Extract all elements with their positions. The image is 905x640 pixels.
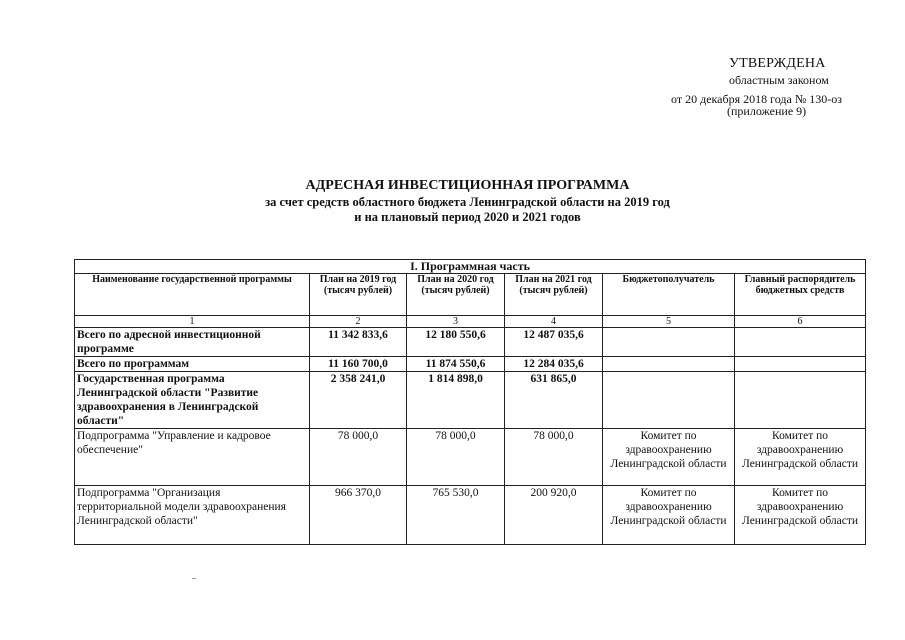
table-row <box>75 486 866 545</box>
row-plan-2020: 12 180 550,6 <box>407 328 505 357</box>
row-plan-2020: 1 814 898,0 <box>407 372 505 429</box>
row-plan-2019: 2 358 241,0 <box>310 372 407 429</box>
header-recipient: Бюджетополучатель <box>603 274 735 316</box>
title-line-2: за счет средств областного бюджета Ленинградской области на 2019 год <box>265 195 670 209</box>
approval-appendix: (приложение 9) <box>727 104 807 118</box>
section-title: I. Программная часть <box>75 260 866 274</box>
row-recipient <box>603 357 735 372</box>
row-name: Государственная программа Ленинградской области "Развитие здравоохранения в Ленинградской области" <box>75 372 310 429</box>
approval-law-label: областным законом <box>729 73 829 87</box>
row-name: Всего по программам <box>75 357 310 372</box>
row-plan-2021: 12 487 035,6 <box>505 328 603 357</box>
table-row <box>75 328 866 357</box>
row-plan-2021: 78 000,0 <box>505 429 603 486</box>
title-line-1: АДРЕСНАЯ ИНВЕСТИЦИОННАЯ ПРОГРАММА <box>305 178 630 193</box>
row-manager <box>735 328 866 357</box>
row-plan-2019: 11 342 833,6 <box>310 328 407 357</box>
row-plan-2021: 12 284 035,6 <box>505 357 603 372</box>
header-plan-2020: План на 2020 год (тысяч рублей) <box>407 274 505 316</box>
row-recipient: Комитет по здравоохранению Ленинградской области <box>603 429 735 486</box>
row-name: Всего по адресной инвестиционной программе <box>75 328 310 357</box>
row-recipient <box>603 372 735 429</box>
row-manager: Комитет по здравоохранению Ленинградской области <box>735 486 866 545</box>
row-manager <box>735 357 866 372</box>
approval-law-date: от 20 декабря 2018 года № 130-оз <box>671 92 843 106</box>
row-name: Подпрограмма "Организация территориальной модели здравоохранения Ленинградской области" <box>75 486 310 545</box>
row-manager <box>735 372 866 429</box>
col-num-5: 5 <box>603 316 735 328</box>
section-row <box>75 260 866 274</box>
row-plan-2021: 200 920,0 <box>505 486 603 545</box>
table-row <box>75 372 866 429</box>
row-plan-2020: 11 874 550,6 <box>407 357 505 372</box>
approval-block <box>0 0 905 120</box>
table-row <box>75 357 866 372</box>
row-name: Подпрограмма "Управление и кадровое обеспечение" <box>75 429 310 486</box>
col-num-6: 6 <box>735 316 866 328</box>
col-num-2: 2 <box>310 316 407 328</box>
row-plan-2019: 78 000,0 <box>310 429 407 486</box>
col-num-3: 3 <box>407 316 505 328</box>
row-plan-2021: 631 865,0 <box>505 372 603 429</box>
scan-artifact <box>192 578 196 579</box>
table-row <box>75 429 866 486</box>
row-plan-2020: 765 530,0 <box>407 486 505 545</box>
row-plan-2019: 11 160 700,0 <box>310 357 407 372</box>
row-plan-2020: 78 000,0 <box>407 429 505 486</box>
header-plan-2021: План на 2021 год (тысяч рублей) <box>505 274 603 316</box>
approval-stamp-title: УТВЕРЖДЕНА <box>729 56 826 71</box>
header-manager: Главный распорядитель бюджетных средств <box>735 274 866 316</box>
title-line-3: и на плановый период 2020 и 2021 годов <box>354 210 581 224</box>
column-number-row <box>75 316 866 328</box>
row-manager: Комитет по здравоохранению Ленинградской области <box>735 429 866 486</box>
col-num-4: 4 <box>505 316 603 328</box>
col-num-1: 1 <box>75 316 310 328</box>
row-recipient: Комитет по здравоохранению Ленинградской области <box>603 486 735 545</box>
investment-program-table <box>74 259 866 545</box>
header-row <box>75 274 866 316</box>
row-plan-2019: 966 370,0 <box>310 486 407 545</box>
header-program-name: Наименование государственной программы <box>75 274 310 316</box>
row-recipient <box>603 328 735 357</box>
header-plan-2019: План на 2019 год (тысяч рублей) <box>310 274 407 316</box>
